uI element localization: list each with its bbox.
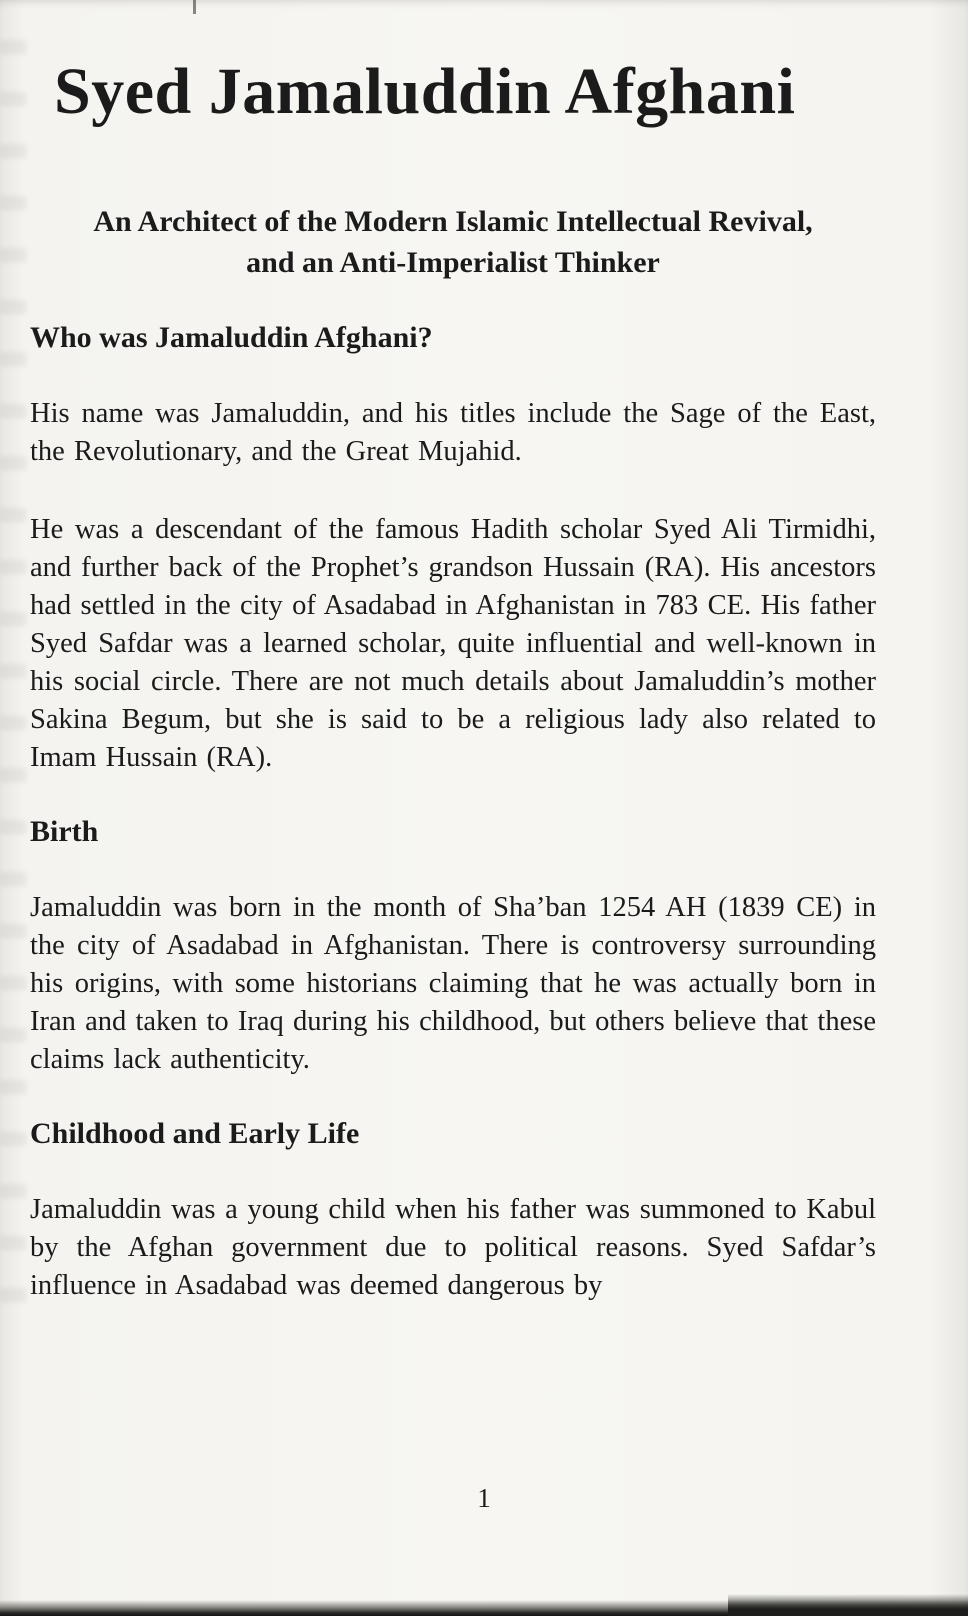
page-number: 1 [477, 1483, 491, 1513]
scan-bottom-corner-shadow [728, 1594, 968, 1616]
paragraph: He was a descendant of the famous Hadith scholar Syed Ali Tirmidhi, and further back of the Prophet’s grandson Hussain (RA). His ancestors had settled in the city of Asadabad in Afghanistan in 783 CE. His father Syed Safdar was a learned scholar, quite influential and well-known in his social circle. There are not much details about Jamaluddin’s mother Sakina Begum, but she is said to be a religious lady also related to Imam Hussain (RA). [30, 514, 876, 774]
page-title: Syed Jamaluddin Afghani [54, 55, 796, 128]
subtitle-line-1: An Architect of the Modern Islamic Intellectual Revival, [93, 205, 813, 239]
page-content [30, 0, 876, 1305]
paragraph: Jamaluddin was a young child when his father was summoned to Kabul by the Afghan government due to political reasons. Syed Safdar’s influence in Asadabad was deemed dangerous by [30, 1194, 876, 1302]
paragraph: His name was Jamaluddin, and his titles include the Sage of the East, the Revolutionary, and the Great Mujahid. [30, 398, 876, 468]
section-birth [30, 815, 876, 1079]
section-heading-birth: Birth [30, 815, 99, 849]
paragraph: Jamaluddin was born in the month of Sha’ban 1254 AH (1839 CE) in the city of Asadabad in Afghanistan. There is controversy surrounding his origins, with some historians claiming that he was actually born in Iran and taken to Iraq during his childhood, but others believe that these claims lack authenticity. [30, 892, 876, 1076]
section-who-was [30, 321, 876, 777]
section-heading-childhood: Childhood and Early Life [30, 1117, 360, 1151]
section-heading-who-was: Who was Jamaluddin Afghani? [30, 321, 433, 355]
subtitle-line-2: and an Anti-Imperialist Thinker [246, 246, 660, 280]
subtitle [60, 201, 846, 283]
scan-edge-artifact [0, 40, 26, 1340]
section-childhood [30, 1117, 876, 1305]
